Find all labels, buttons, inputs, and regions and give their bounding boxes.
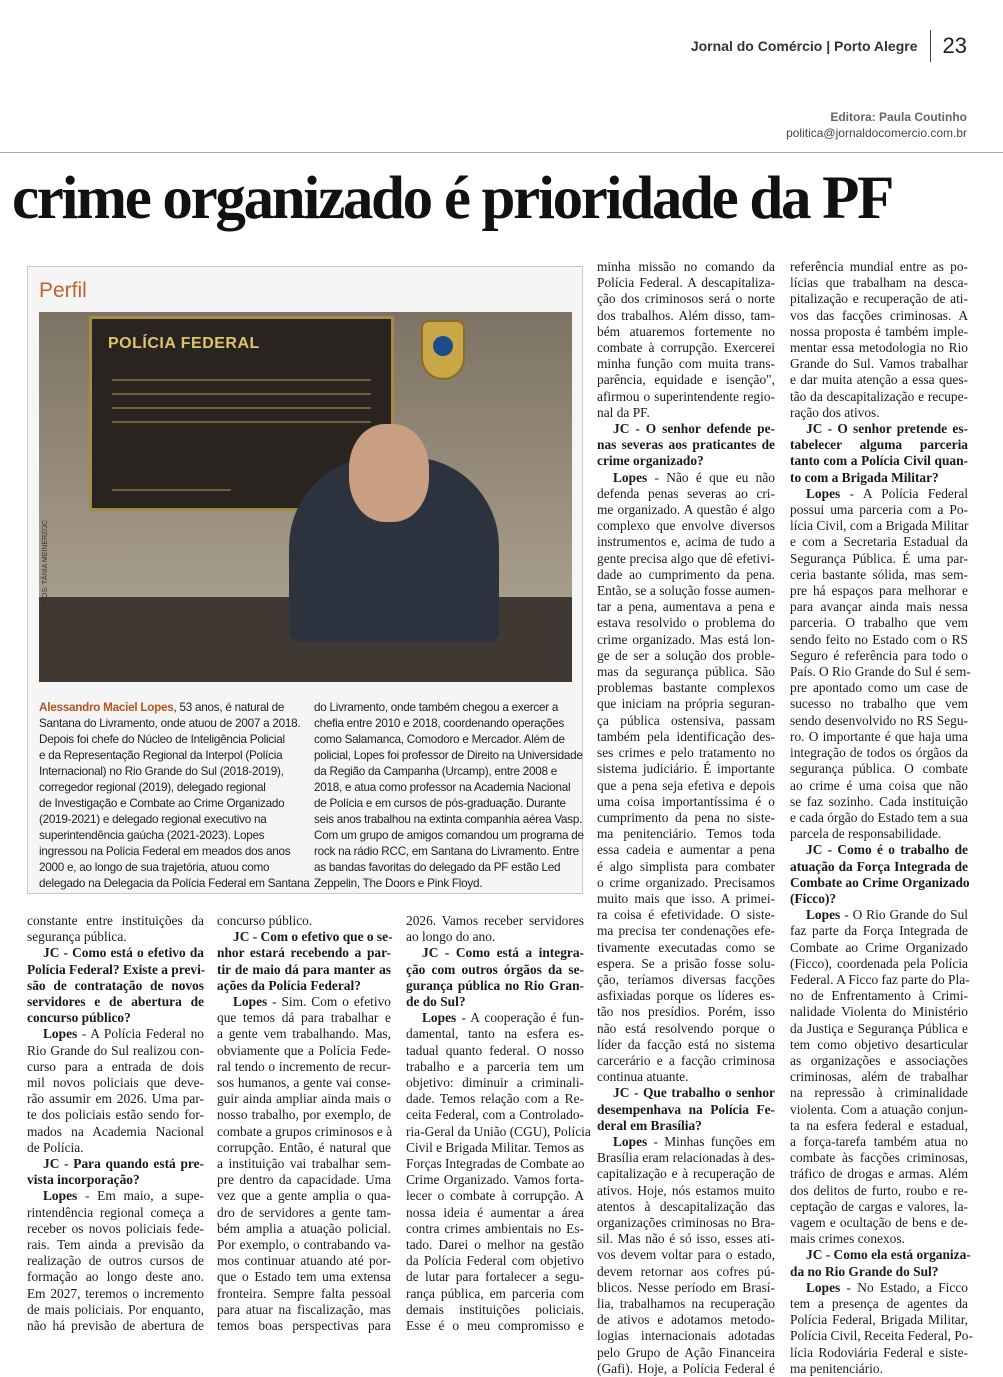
bio-line: 2000 e, ao longo de sua trajetória, atuou como bbox=[39, 861, 270, 874]
text-line: ma penitenciário. Temos toda bbox=[597, 826, 775, 842]
text-line: Combate ao Crime Organizado bbox=[790, 939, 968, 955]
page-header bbox=[691, 30, 967, 62]
text-line: uma coisa importantíssima é o bbox=[597, 793, 775, 809]
text-line: Lopes - A Polícia Federal bbox=[806, 485, 968, 501]
text-line: na repressão à criminalidade bbox=[790, 1085, 968, 1101]
text-line: pitalização e recuperação de ati- bbox=[790, 291, 968, 307]
bio-line: rock na rádio RCC, em Santana do Livramento. Entre bbox=[314, 845, 579, 858]
text-line: Em 2027, teremos o incremento bbox=[27, 1285, 204, 1301]
text-line: bém amplia a atuação policial. bbox=[217, 1220, 391, 1236]
text-line: realização de outros cursos de bbox=[27, 1253, 204, 1269]
text-line: muito mais que isso. A primei- bbox=[597, 890, 775, 906]
article-column-3 bbox=[406, 913, 591, 1334]
text-line: e cada órgão do Estado tem a sua bbox=[790, 809, 968, 825]
text-line: pelo Grupo de Ação Financeira bbox=[597, 1344, 775, 1360]
speaker-label: Lopes bbox=[43, 1188, 78, 1204]
article-column-1 bbox=[27, 913, 204, 1334]
text-line: 2026. Vamos receber servidores bbox=[406, 913, 584, 928]
editor-email: politica@jornaldocomercio.com.br bbox=[786, 126, 967, 140]
text-line: obviamente que a Polícia Fede- bbox=[217, 1042, 391, 1058]
text-line: ge de ser a solução dos proble- bbox=[597, 647, 775, 663]
text-line: Federal. A Ficco faz parte do Pla- bbox=[790, 971, 970, 987]
text-line: crime organizado. Mas está lon- bbox=[597, 631, 775, 647]
bio-line: chefia entre 2010 e 2018, coordenando operações bbox=[314, 717, 565, 730]
speaker-label: Lopes bbox=[806, 485, 841, 501]
question-line: JC - Como ela está organiza- bbox=[806, 1247, 971, 1263]
question-line: JC - Para quando está pre- bbox=[43, 1156, 204, 1172]
text-line: Lopes - Não é que eu não bbox=[613, 469, 775, 485]
question-line: gurança pública no Rio Gran- bbox=[406, 977, 584, 993]
text-line: Lopes - Sim. Com o efetivo bbox=[233, 994, 391, 1010]
profile-title: Perfil bbox=[39, 279, 87, 302]
bio-line: de Polícia e em cursos de pós-graduação. Durante bbox=[314, 797, 566, 810]
text-line: que iniciam na própria seguran- bbox=[597, 696, 775, 712]
text-line: formação ao longo deste ano. bbox=[27, 1269, 204, 1285]
text-line: País. O Rio Grande do Sul é sem- bbox=[790, 664, 971, 680]
text-line: objetivo: diminuir a criminali- bbox=[406, 1075, 584, 1091]
text-line: cumprimento da pena no siste- bbox=[597, 809, 775, 825]
text-line: damental, tanto na esfera es- bbox=[406, 1026, 584, 1042]
text-line: instrumentos e, acima de tudo a bbox=[597, 534, 775, 550]
text-line: tem como objetivo desarticular bbox=[790, 1036, 968, 1052]
text-line: Esse é o meu compromisso e bbox=[406, 1318, 584, 1334]
speaker-label: Lopes bbox=[806, 907, 841, 923]
text-line: líder da facção está no sistema bbox=[597, 1036, 775, 1052]
text-line: tráfico de drogas e armas. Além bbox=[790, 1166, 968, 1182]
text-line: rança pública, em parceria com bbox=[406, 1285, 584, 1301]
bio-line: superintendência gaúcha (2021-2023). Lopes bbox=[39, 829, 265, 842]
bio-line: ingressou na Polícia Federal em meados dos anos bbox=[39, 845, 291, 858]
question-line: crime organizado? bbox=[597, 453, 704, 469]
question-line: vista incorporação? bbox=[27, 1172, 140, 1188]
text-line: ça pública ostensiva, passam bbox=[597, 712, 775, 728]
photo-credit: FOTOS: TÂNIA MEINERZ/JC bbox=[42, 520, 49, 612]
text-line: espera. Se a prisão fosse solu- bbox=[597, 955, 775, 971]
question-line: Polícia Federal? Existe a previ- bbox=[27, 961, 206, 977]
plaque-title: POLÍCIA FEDERAL bbox=[108, 335, 260, 352]
text-line: nosso trabalho, por exemplo, de bbox=[217, 1107, 391, 1123]
text-line: para avançar ainda mais nessa bbox=[790, 599, 968, 615]
bio-line: delegado na Delegacia da Polícia Federal em Santana bbox=[39, 877, 310, 890]
text-line: tem a presença de agentes da bbox=[790, 1296, 968, 1311]
text-line: complexo que envolve diversos bbox=[597, 518, 775, 534]
text-line: ria-Geral da União (CGU), Polícia bbox=[406, 1123, 591, 1139]
text-line: nalidade Violenta do Ministério bbox=[790, 1004, 968, 1020]
text-line: demais instituições policiais. bbox=[406, 1301, 584, 1317]
text-line: trabalho e a parceria tem um bbox=[406, 1058, 584, 1074]
text-line: Brasília eram relacionadas à des- bbox=[597, 1150, 775, 1166]
text-line: mas da segurança pública. São bbox=[597, 664, 775, 680]
question-line: ção com outros órgãos da se- bbox=[406, 961, 584, 977]
text-line: (Ficco), coordenada pela Polícia bbox=[790, 955, 968, 971]
question-line: tanto com a Polícia Civil quan- bbox=[790, 453, 968, 469]
text-line: pre dentro da capacidade. Uma bbox=[217, 1172, 391, 1188]
text-line: ral tendo o incremento de recur- bbox=[217, 1058, 391, 1074]
bio-line: Internacional) no Rio Grande do Sul (2018-2019), bbox=[39, 765, 284, 778]
text-line: capitalização e à recuperação de bbox=[597, 1166, 775, 1182]
text-line: ção, teríamos diversas facções bbox=[597, 971, 775, 987]
text-line: Lopes - O Rio Grande do Sul bbox=[806, 907, 968, 923]
text-line: é algo simplista para combater bbox=[597, 858, 775, 874]
text-line: rais. Tem ainda a previsão da bbox=[27, 1237, 204, 1253]
text-line: de lutar para fortalecer a segu- bbox=[406, 1269, 584, 1285]
text-line: sos humanos, a gente vai conse- bbox=[217, 1075, 391, 1091]
text-line: asfixiadas porque os líderes es- bbox=[597, 988, 775, 1004]
bio-column-2 bbox=[314, 700, 584, 892]
text-line: que temos dá para trabalhar e bbox=[217, 1010, 391, 1026]
text-line: te dos policiais estão sendo for- bbox=[27, 1107, 204, 1123]
text-line: ção dos criminosos será o norte bbox=[597, 291, 775, 307]
article-column-5 bbox=[790, 259, 973, 1377]
text-line: Forças Integradas de Combate ao bbox=[406, 1156, 585, 1172]
speaker-label: Lopes bbox=[422, 1010, 457, 1026]
text-line: bém atuaremos fortemente no bbox=[597, 323, 775, 339]
newspaper-name: Jornal do Comércio | Porto Alegre bbox=[690, 38, 918, 54]
article-column-4 bbox=[597, 259, 775, 1377]
text-line: ro. O importante é que haja uma bbox=[790, 728, 968, 744]
text-line: dade ao cumprimento da pena. bbox=[597, 566, 775, 582]
text-line: de Polícia. bbox=[27, 1139, 84, 1155]
text-line: lecer o combate à corrupção. A bbox=[406, 1188, 584, 1204]
text-line: logias internacionais adotadas bbox=[597, 1328, 775, 1344]
bio-line: 2018, e atua como professor na Academia Nacional bbox=[314, 781, 571, 794]
text-line: Seguro é referência para todo o bbox=[790, 647, 968, 663]
text-line: blicos. Nesse período em Brasí- bbox=[597, 1279, 775, 1295]
text-line: de ativos e adotamos metodo- bbox=[597, 1312, 775, 1328]
text-line: minha missão no comando da bbox=[597, 259, 775, 274]
text-line: mil novos policiais que deve- bbox=[27, 1075, 204, 1091]
text-line: sil. Mas não é só isso, esses ati- bbox=[597, 1231, 775, 1247]
text-line: carcerário e a facção criminosa bbox=[597, 1052, 775, 1068]
text-line: vez que a gente amplia o qua- bbox=[217, 1188, 391, 1204]
profile-box bbox=[27, 266, 583, 894]
text-line: Polícia Civil, Receita Federal, Po- bbox=[790, 1328, 973, 1344]
question-line: tabelecer alguma parceria bbox=[790, 437, 968, 453]
question-line: tir de maio dá para manter as bbox=[217, 961, 391, 977]
text-line: tão da descapitalização e recupe- bbox=[790, 388, 968, 404]
text-line: também pela identificação des- bbox=[597, 728, 775, 744]
text-line: dos delitos de furto, roubo e re- bbox=[790, 1182, 968, 1198]
speaker-label: Lopes bbox=[43, 1026, 78, 1042]
text-line: combate à corrupção. Exercerei bbox=[597, 340, 775, 356]
question-line: JC - Com o efetivo que o se- bbox=[233, 929, 393, 945]
bio-line: do Livramento, onde também chegou a exercer a bbox=[314, 701, 559, 714]
text-line: se faz sozinho. Cada instituição bbox=[790, 793, 968, 809]
question-line: da no Rio Grande do Sul? bbox=[790, 1263, 939, 1279]
text-line: vos devem voltar para o estado, bbox=[597, 1247, 775, 1263]
text-line: ao longo do ano. bbox=[406, 929, 496, 945]
text-line: organizações criminosas no Bra- bbox=[597, 1214, 775, 1230]
text-line: faz parte da Força Integrada de bbox=[790, 923, 968, 939]
bio-line: seis anos trabalhou na extinta companhia aérea Vasp. bbox=[314, 813, 583, 826]
page-number: 23 bbox=[942, 33, 967, 58]
text-line: pre apontado como um case de bbox=[790, 680, 968, 696]
text-line: Por exemplo, o contrabando va- bbox=[217, 1237, 391, 1253]
text-line: tivamente executadas como se bbox=[597, 939, 775, 955]
bio-line: corregedor regional (2019), delegado regional bbox=[39, 781, 266, 794]
question-line: deral em Brasília? bbox=[597, 1117, 702, 1133]
text-line: essa cadeia e aumentar a pena bbox=[597, 842, 775, 858]
text-line: lícia Civil, com a Brigada Militar bbox=[790, 518, 969, 534]
text-line: Segurança Pública. É uma par- bbox=[790, 550, 968, 566]
text-line: (Gafi). Hoje, a Polícia Federal é bbox=[597, 1360, 775, 1376]
text-line: não há previsão de abertura de bbox=[27, 1318, 204, 1334]
text-line: a instituição vai trabalhar sem- bbox=[217, 1156, 391, 1172]
text-line: as organizações e associações bbox=[790, 1052, 968, 1068]
portrait-photo bbox=[39, 312, 572, 682]
text-line: tadual quanto federal. O nosso bbox=[406, 1042, 584, 1058]
text-line: e com a Secretaria Estadual da bbox=[790, 534, 968, 550]
question-line: de do Sul? bbox=[406, 994, 466, 1010]
text-line: ceita Federal, com a Controlado- bbox=[406, 1107, 584, 1123]
question-line: ações da Polícia Federal? bbox=[217, 977, 361, 993]
text-line: rintendência regional começa a bbox=[27, 1204, 204, 1220]
question-line: Combate ao Crime Organizado bbox=[790, 874, 970, 890]
question-line: são de contratação de novos bbox=[27, 977, 204, 993]
text-line: ao crime é uma coisa que não bbox=[790, 777, 968, 793]
text-line: Grande do Sul. Vamos trabalhar bbox=[790, 356, 968, 372]
bio-line: as bandas favoritas do delegado da PF estão Led bbox=[314, 861, 561, 874]
text-line: temos boas perspectivas para bbox=[217, 1318, 391, 1334]
text-line: dro de servidores a gente tam- bbox=[217, 1204, 391, 1220]
bio-line: de Investigação e Combate ao Crime Organizado bbox=[39, 797, 285, 810]
text-line: combate a grupos criminosos e à bbox=[217, 1123, 393, 1139]
text-line: constante entre instituições da bbox=[27, 913, 204, 928]
text-line: Rio Grande do Sul realizou con- bbox=[27, 1042, 204, 1058]
text-line: ma penitenciário. bbox=[790, 1360, 883, 1376]
text-line: a gente vem trabalhando. Mas, bbox=[217, 1026, 391, 1042]
bio-line: Com um grupo de amigos comandou um programa de bbox=[314, 829, 584, 842]
question-line: (Ficco)? bbox=[790, 890, 837, 906]
text-line: ma precisa ter condenações efe- bbox=[597, 923, 775, 939]
text-line: dade. Temos relação com a Re- bbox=[406, 1091, 584, 1107]
text-line: dos trabalhos. Além disso, tam- bbox=[597, 307, 775, 323]
text-line: guir ainda ampliar ainda mais o bbox=[217, 1091, 391, 1107]
text-line: parceria. O trabalho que vem bbox=[790, 615, 968, 631]
text-line: Polícia Federal, Brigada Militar, bbox=[790, 1312, 968, 1328]
text-line: não está resolvendo porque o bbox=[597, 1020, 775, 1036]
speaker-label: Lopes bbox=[233, 994, 268, 1010]
question-line: JC - Como está a integra- bbox=[422, 945, 584, 961]
text-line: mais crimes conexos. bbox=[790, 1231, 905, 1247]
speaker-label: Lopes bbox=[613, 1133, 648, 1149]
text-line: violenta. Com a atuação conjun- bbox=[790, 1101, 968, 1117]
text-line: rão assumir em 2026. Uma par- bbox=[27, 1091, 204, 1107]
editor-name: Editora: Paula Coutinho bbox=[830, 110, 967, 124]
text-line: ceptação de cargas e valores, la- bbox=[790, 1198, 968, 1214]
text-line: vos das facções criminosas. A bbox=[790, 307, 968, 323]
header-rule bbox=[0, 152, 1003, 153]
question-line: JC - O senhor defende pe- bbox=[613, 421, 775, 437]
text-line: devem retornar aos cofres pú- bbox=[597, 1263, 775, 1279]
text-line: Então, se a solução fosse aumen- bbox=[597, 583, 775, 599]
text-line: atentos à descapitalização das bbox=[597, 1198, 775, 1214]
text-line: sendo feito no Estado com o RS bbox=[790, 631, 968, 647]
editor-credit bbox=[786, 109, 967, 141]
text-line: Crime Organizado. Vamos forta- bbox=[406, 1172, 584, 1188]
text-line: nal da PF. bbox=[597, 404, 650, 420]
bio-line: Zeppelin, The Doors e Pink Floyd. bbox=[314, 877, 483, 890]
person-head bbox=[349, 424, 429, 522]
text-line: segurança pública. bbox=[27, 929, 127, 945]
text-line: ceria bastante sólida, mas sem- bbox=[790, 566, 968, 582]
text-line: referência mundial entre as po- bbox=[790, 259, 968, 274]
text-line: integração de todos os órgãos da bbox=[790, 745, 968, 761]
text-line: pre há espaços para melhorar e bbox=[790, 583, 968, 599]
bio-line: Santana do Livramento, onde atuou de 2007 a 2018. bbox=[39, 717, 301, 730]
text-line: afirmou o superintendente regio- bbox=[597, 388, 775, 404]
text-line: e dar muita atenção a essa ques- bbox=[790, 372, 968, 388]
question-line: JC - Como é o trabalho de bbox=[806, 842, 968, 858]
text-line: Civil e Brigada Militar. Temos as bbox=[406, 1139, 585, 1155]
text-line: receber os novos policiais fede- bbox=[27, 1220, 204, 1236]
text-line: mos continuar atuando até por- bbox=[217, 1253, 391, 1269]
text-line: defenda penas severas ao cri- bbox=[597, 485, 775, 501]
bio-line: Depois foi chefe do Núcleo de Inteligência Policial bbox=[39, 733, 285, 746]
text-line: ativos. Hoje, nós estamos muito bbox=[597, 1182, 775, 1198]
bio-line: como Salamanca, Comodoro e Mercador. Além de bbox=[314, 733, 565, 746]
text-line: possui uma parceria com a Po- bbox=[790, 502, 968, 518]
headline: crime organizado é prioridade da PF bbox=[12, 165, 893, 232]
text-line: ração dos ativos. bbox=[790, 404, 880, 420]
bio-column-1: Alessandro Maciel Lopes, 53 anos, é natural de Santana do Livramento, onde atuou de 2007 a 2018. Depois foi chefe do Núcleo de Inteligência Policial e da Representação Regional da Interpol (Polícia Internacional) no Rio Grande do Sul (2018-2019), corregedor regional (2019), delegado regional de Investigação e Combate ao Crime Organizado (2019-2021) e delegado regional executivo na superintendência gaúcha (2021-2023). Lopes ingressou na Polícia Federal em meados dos anos 2000 e, ao longo de sua trajetória, atuou como delegado na Delegacia da Polícia Federal em Santana bbox=[39, 701, 310, 890]
text-line: sucesso no trabalho que vem bbox=[790, 696, 968, 712]
question-line: desempenhava na Polícia Fe- bbox=[597, 1101, 775, 1117]
text-line: criminosas, além de trabalhar bbox=[790, 1069, 968, 1085]
question-line: to com a Brigada Militar? bbox=[790, 469, 939, 485]
text-line: lícia Rodoviária Federal e siste- bbox=[790, 1344, 968, 1360]
text-line: mados na Academia Nacional bbox=[27, 1123, 204, 1139]
text-line: tar a pena, aumentava a pena e bbox=[597, 599, 775, 615]
question-line: JC - Como está o efetivo da bbox=[43, 945, 204, 961]
text-line: tado. Darei o melhor na gestão bbox=[406, 1237, 584, 1253]
text-line: da Justiça e Segurança Pública e bbox=[790, 1020, 968, 1036]
text-line: vagem e ocultação de bens e de- bbox=[790, 1214, 968, 1230]
text-line: sistema judiciário. É importante bbox=[597, 761, 775, 777]
text-line: de mais policiais. Por enquanto, bbox=[27, 1301, 204, 1317]
text-line: para atuar na fiscalização, mas bbox=[217, 1301, 391, 1317]
text-line: contra crimes ambientais no Es- bbox=[406, 1220, 584, 1236]
text-line: sendo desenvolvido no RS Segu- bbox=[790, 712, 968, 728]
text-line: Lopes - A cooperação é fun- bbox=[422, 1010, 584, 1026]
text-line: que o Estado tem uma extensa bbox=[217, 1269, 391, 1285]
text-line: gente precisa algo que dê efetivi- bbox=[597, 550, 775, 566]
text-line: no de Enfrentamento à Crimi- bbox=[790, 988, 968, 1004]
police-badge-icon bbox=[421, 320, 465, 380]
speaker-label: Lopes bbox=[613, 469, 648, 485]
text-line: lia, trabalhamos na recuperação bbox=[597, 1296, 775, 1311]
text-line: minha função com muita trans- bbox=[597, 356, 775, 372]
question-line: nas severas aos praticantes de bbox=[597, 437, 775, 453]
text-line: fronteira. Sempre falta pessoal bbox=[217, 1285, 391, 1301]
question-line: JC - Que trabalho o senhor bbox=[613, 1085, 775, 1101]
text-line: Lopes - Minhas funções em bbox=[613, 1133, 775, 1149]
text-line: ta na esfera federal e estadual, bbox=[790, 1117, 968, 1133]
text-line: problemas bastante complexos bbox=[597, 680, 775, 696]
text-line: Polícia Federal. A descapitaliza- bbox=[597, 275, 775, 291]
text-line: nossa proposta é também imple- bbox=[790, 323, 968, 339]
bio-name: Alessandro Maciel Lopes bbox=[39, 701, 174, 714]
text-line: segurança pública. O combate bbox=[790, 761, 968, 777]
question-line: atuação da Força Integrada de bbox=[790, 858, 968, 874]
speaker-label: Lopes bbox=[806, 1279, 841, 1295]
text-line: corrupção. Então, é natural que bbox=[217, 1139, 391, 1155]
text-line: Lopes - A Polícia Federal no bbox=[43, 1026, 204, 1042]
question-line: servidores e de abertura de bbox=[27, 994, 204, 1010]
text-line: lícias que trabalham na desca- bbox=[790, 275, 968, 291]
text-line: Lopes - Em maio, a supe- bbox=[43, 1188, 204, 1204]
text-line: continua atuante. bbox=[597, 1069, 689, 1085]
question-line: nhor estará recebendo a par- bbox=[217, 945, 391, 961]
bio-line: e da Representação Regional da Interpol (Polícia bbox=[39, 749, 283, 762]
question-line: concurso público? bbox=[27, 1010, 131, 1026]
text-line: concurso público. bbox=[217, 913, 313, 928]
text-line: combate às facções criminosas, bbox=[790, 1150, 968, 1166]
text-line: a força-tarefa também atua no bbox=[790, 1133, 968, 1149]
text-line: o crime organizado. Precisamos bbox=[597, 874, 775, 890]
text-line: estava resolvido o problema do bbox=[597, 615, 775, 631]
bio-line: policial, Lopes foi professor de Direito na Universidade bbox=[314, 749, 583, 762]
text-line: curso para a entrada de dois bbox=[27, 1058, 204, 1074]
text-line: mentar essa metodologia no Rio bbox=[790, 340, 968, 356]
text-line: parcela de responsabilidade. bbox=[790, 826, 942, 842]
text-line: ses crimes e pelo tratamento no bbox=[597, 745, 775, 761]
article-column-2 bbox=[217, 913, 391, 1334]
text-line: Lopes - No Estado, a Ficco bbox=[806, 1279, 968, 1295]
text-line: me organizado. A questão é algo bbox=[597, 502, 775, 518]
bio-line: (2019-2021) e delegado regional executivo na bbox=[39, 813, 267, 826]
text-line: ra coisa é efetividade. O siste- bbox=[597, 907, 775, 923]
text-line: tão nos presídios. Porém, isso bbox=[597, 1004, 775, 1020]
text-line: parência, equidade e isenção", bbox=[597, 372, 775, 388]
text-line: que a pena seja efetiva e depois bbox=[597, 777, 775, 793]
text-line: da Polícia Federal com objetivo bbox=[406, 1253, 584, 1269]
question-line: JC - O senhor pretende es- bbox=[806, 421, 968, 437]
text-line: nossa ideia é aumentar a área bbox=[406, 1204, 584, 1220]
bio-line: da Região da Campanha (Urcamp), entre 2008 e bbox=[314, 765, 558, 778]
